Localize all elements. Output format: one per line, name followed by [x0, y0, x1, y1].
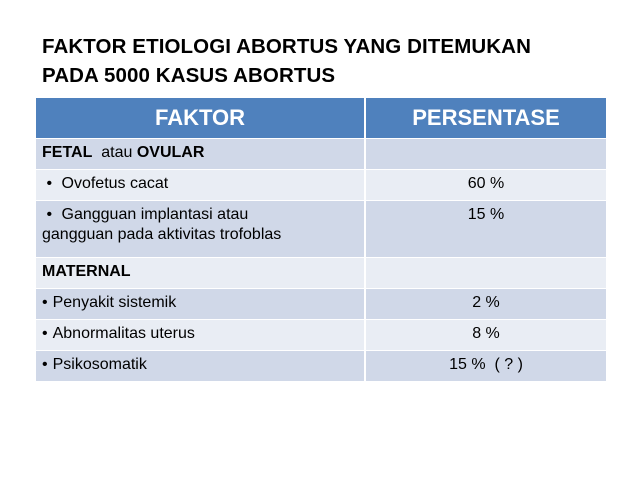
percent-cell: 15 %	[365, 201, 606, 258]
factor-cell: • Gangguan implantasi atau gangguan pada aktivitas trofoblas	[36, 201, 365, 258]
percent-cell: 8 %	[365, 320, 606, 351]
factor-cell: • Penyakit sistemik	[36, 289, 365, 320]
factor-cell: • Abnormalitas uterus	[36, 320, 365, 351]
bullet: •	[46, 175, 53, 192]
section-label-maternal: MATERNAL	[36, 258, 365, 289]
section-value-maternal	[365, 258, 606, 289]
table-row	[36, 201, 606, 258]
table-row	[36, 170, 606, 201]
section-row-maternal	[36, 258, 606, 289]
percent-cell: 2 %	[365, 289, 606, 320]
slide-title	[42, 32, 602, 90]
percent-cell: 15 % ( ? )	[365, 351, 606, 382]
table-row	[36, 289, 606, 320]
section-value-fetal	[365, 139, 606, 170]
title-line-2: PADA 5000 KASUS ABORTUS	[42, 64, 336, 87]
bullet: •	[42, 325, 48, 342]
etiology-table	[36, 98, 606, 381]
title-line-1: FAKTOR ETIOLOGI ABORTUS YANG DITEMUKAN	[42, 35, 531, 58]
table-row	[36, 320, 606, 351]
factor-cell: • Ovofetus cacat	[36, 170, 365, 201]
table-row	[36, 351, 606, 382]
header-factor: FAKTOR	[36, 98, 365, 139]
factor-cell: • Psikosomatik	[36, 351, 365, 382]
percent-cell: 60 %	[365, 170, 606, 201]
header-percentage: PERSENTASE	[365, 98, 606, 139]
section-row-fetal	[36, 139, 606, 170]
header-row	[36, 98, 606, 139]
section-label-fetal: FETAL atau OVULAR	[36, 139, 365, 170]
bullet: •	[46, 206, 53, 223]
bullet: •	[42, 294, 48, 311]
bullet: •	[42, 356, 48, 373]
